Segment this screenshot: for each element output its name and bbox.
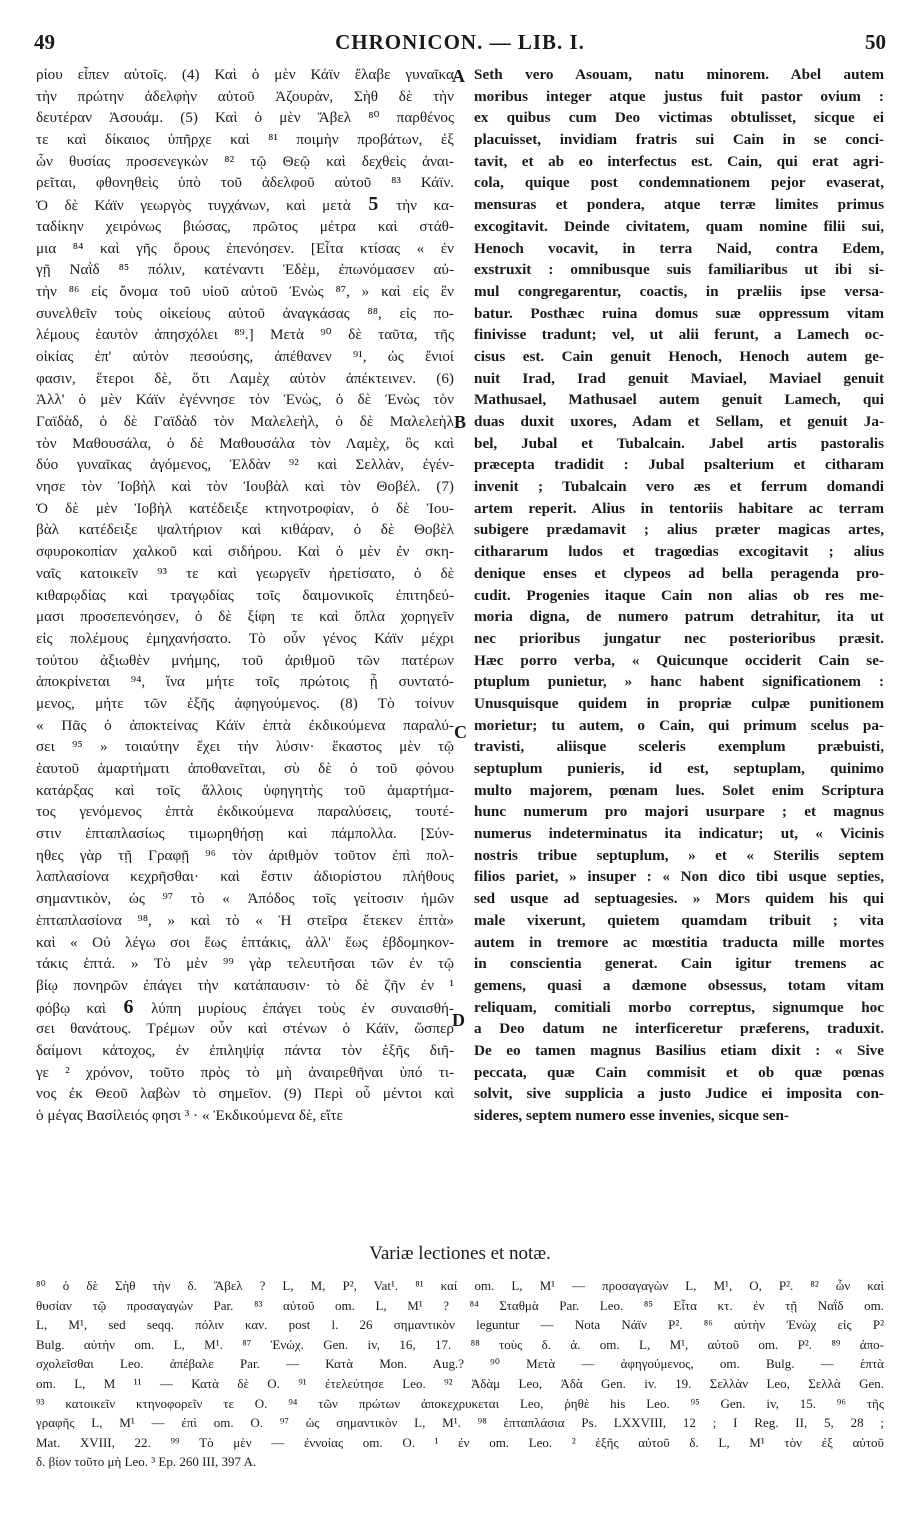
latin-text-line: gemens, quasi a dæmone obsessus, totam vitam: [474, 976, 884, 994]
note-line: ⁹³ κατοικεῖν κτηνοφορεῖν τε O. ⁹⁴ τῶν πρώτων ἀποκεχρυκεται Leo, ῥηθὲ his Leo. ⁹⁵ Gen. iv, 15. ⁹⁶ τῆς: [36, 1395, 884, 1411]
latin-text-line: morietur; tu autem, o Cain, qui primum scelus pa-: [474, 716, 884, 734]
latin-text-line: filios pariet, » insuper : « Non dico tibi usque septies,: [474, 868, 884, 886]
greek-text-line: τὴν πρώτην ἀδελφὴν αὐτοῦ Ἀζουρὰν, Σὴθ δὲ τὴν: [36, 87, 454, 105]
greek-text-line: εἰς πολέμους ἐμηχανήσατο. Τὸ οὖν γένος Κάϊν μέχρι: [36, 629, 454, 647]
latin-text-line: excogitavit. Deinde civitatem, quam nomine filii sui,: [474, 217, 884, 235]
greek-text-line: δύο γυναῖκας ἀγόμενος, Ἐλδὰν ⁹² καὶ Σελλὰν, ἐγέν-: [36, 456, 454, 474]
greek-text-line: ὁ μέγας Βασίλειός φησι ³ · « Ἐκδικούμενα δὲ, εἴτε: [36, 1107, 343, 1124]
greek-text-line: βὰλ κατέδειξε ψαλτήριον καὶ κιθάραν, ὁ δὲ Θοβὲλ: [36, 521, 454, 539]
greek-text-line: σει ⁹⁵ » τοιαύτην ἔχει τὴν λύσιν· ἕκαστος μὲν τῷ: [36, 738, 454, 756]
greek-text-line: Ὁ δὲ Κάϊν γεωργὸς τυγχάνων, καὶ μετὰ 5 τὴν κα-: [36, 194, 454, 216]
greek-text-line: ταδίκην χειρόνως βιώσας, πρῶτος μέτρα καὶ στάθ-: [36, 217, 454, 235]
note-line: L, M¹, sed seqq. πόλιν καν. post l. 26 σημαντικὸν leguntur — Nota Νάϊν P². ⁸⁶ αὐτὴν Ἐνὼχ εἰς P²: [36, 1317, 884, 1333]
latin-text-line: numerus indeterminatus ita indicatur; ut, « Vicinis: [474, 825, 884, 843]
greek-text-line: μενος, μήτε τῶν ἑξῆς ἀφηγούμενος. (8) Τὸ τοίνυν: [36, 694, 454, 712]
latin-text-line: septuplum punieris, id est, septuplam, quinimo: [474, 760, 884, 777]
latin-text-line: in conscientia generat. Cain igitur tremens ac: [474, 955, 884, 973]
latin-text-line: moria digna, de numero patrum detrahitur, ita ut: [474, 608, 884, 626]
greek-text-line: τὸν Μαθουσάλα, ὁ δὲ Μαθουσάλα τὸν Λαμὲχ, ὃς καὶ: [36, 434, 454, 452]
note-line: ⁸⁰ ὁ δὲ Σὴθ τὴν δ. Ἄβελ ? L, M, P², Vat¹. ⁸¹ καί om. L, M¹ — προσαγαγὼν L, M¹, O, P². ⁸² ὧν καὶ: [36, 1278, 884, 1293]
latin-text-column: [474, 64, 884, 1127]
greek-text-line: Ἀλλ' ὁ μὲν Κάϊν ἐγέννησε τὸν Ἐνὼς, ὁ δὲ Ἐνὼς τὸν: [36, 391, 454, 409]
latin-text-line: moribus integer atque justus fuit pastor ovium :: [474, 87, 884, 105]
greek-text-line: τούτου ἀξιωθὲν μνήμης, τοῦ ἀριθμοῦ τῶν πατέρων: [36, 651, 454, 669]
note-line: om. L, M ¹¹ — Κατὰ δὲ O. ⁹¹ ἐτελεύτησε Leo. ⁹² Ἀδὰμ Leo, Ἀδὰ Gen. iv. 19. Σελλὰν Leo, Σελλὰ Gen.: [36, 1375, 884, 1391]
latin-text-line: solvit, sive supplicia a justo Judice ei imposita con-: [474, 1085, 884, 1103]
greek-text-line: ἑπταπλασίονα ⁹⁸, » καὶ τὸ « Ἡ στεῖρα ἔτεκεν ἑπτὰ»: [36, 911, 454, 929]
latin-text-line: nuit Irad, Irad genuit Maviael, Maviael genuit: [474, 369, 884, 387]
latin-text-line: sideres, septem numero esse invenies, sicque sen-: [474, 1107, 789, 1124]
latin-text-line: cudit. Progenies itaque Cain non alias ob res me-: [474, 586, 884, 604]
greek-text-line: καὶ « Οὐ λέγω σοι ἕως ἑπτάκις, ἀλλ' ἕως ἑβδομηκον-: [36, 933, 454, 951]
note-line: γραφῆς L, M¹ — ἐπὶ om. O. ⁹⁷ ὡς σημαντικὸν L, M¹. ⁹⁸ ἑπταπλάσια Ps. LXXVIII, 12 ; I Reg. II, 5, 28 ;: [36, 1415, 884, 1431]
note-line: Bulg. αὐτὴν om. L, M¹. ⁸⁷ Ἐνώχ. Gen. iv, 16, 17. ⁸⁸ τοὺς δ. ἀ. om. L, M¹, αὐτοῦ om. P². ⁸⁹ ἀπο-: [36, 1336, 884, 1352]
greek-text-line: κατάρξας καὶ τοῖς ἄλλοις ὑφηγητὴς τοῦ ἁμαρτήμα-: [36, 781, 454, 799]
running-header: [34, 30, 886, 56]
greek-text-line: νος ἐκ Θεοῦ λαβὼν τὸ σημεῖον. (9) Περὶ οὗ μέντοι καὶ: [36, 1085, 454, 1103]
latin-text-line: hunc numerum pro majori usurpare ; et magnus: [474, 803, 884, 821]
greek-text-fragment: λύπη μυρίους ἐπάγει τοὺς ἐν συναισθή-: [151, 999, 454, 1017]
latin-text-line: nostris tribue septuplum, » et « Sterilis septem: [474, 846, 884, 864]
greek-text-line: λαπλασίονα κεχρῆσθαι· καὶ ἔστιν ἀδιορίστου πλήθους: [36, 868, 454, 886]
latin-text-line: finivisse tradunt; vel, ut alii ferunt, a Lamech oc-: [474, 326, 884, 344]
margin-marker-a: A: [452, 66, 465, 86]
latin-text-line: placuisset, invidiam fratris sui Cain in se conci-: [474, 131, 884, 149]
greek-text-line: γῇ Ναῒδ ⁸⁵ πόλιν, κατέναντι Ἐδὲμ, ἐπωνόμασεν αὐ-: [36, 261, 454, 279]
latin-text-line: præcepta tradidit : Jubal psalterium et citharam: [474, 456, 884, 474]
note-line: Mat. XVIII, 22. ⁹⁹ Τὸ μὲν — ἐννοίας om. O. ¹ ἐν om. Leo. ² ἑξῆς αὐτοῦ δ. L, M¹ τὸν ἐξ αὐτοῦ: [36, 1434, 884, 1450]
greek-text-line: ναῖς κατοικεῖν ⁹³ τε καὶ γεωργεῖν ἠρετίσατο, ὁ δὲ: [36, 564, 454, 582]
greek-text-line: ὧν θυσίας προσενεγκὼν ⁸² τῷ Θεῷ καὶ δεχθεὶς ἀναι-: [36, 152, 454, 170]
latin-text-line: cisus est. Cain genuit Henoch, Henoch autem ge-: [474, 347, 884, 365]
greek-text-line: σημαντικὸν, ὡς ⁹⁷ τὸ « Ἀπόδος τοῖς γείτοσιν ἡμῶν: [36, 890, 454, 908]
greek-text-line: νησε τὸν Ἰοβὴλ καὶ τὸν Ἰουβὰλ καὶ τὸν Θοβέλ. (7): [36, 478, 454, 496]
latin-text-line: mul congregarentur, coactis, in præliis ipse versa-: [474, 282, 884, 300]
latin-text-line: Seth vero Asouam, natu minorem. Abel autem: [474, 66, 884, 83]
greek-text-line: σφυροκοπίαν χαλκοῦ καὶ σιδήρου. Καὶ ὁ μὲν ἐν σκη-: [36, 543, 454, 561]
greek-text-line: Ὁ δὲ μὲν Ἰοβὴλ κατέδειξε κτηνοτροφίαν, ὁ δὲ Ἰου-: [36, 499, 454, 517]
greek-text-line: οἰκίας ἐπ' αὐτὸν πεσούσης, ἀπέθανεν ⁹¹, ὡς ἔνιοί: [36, 347, 454, 365]
latin-text-line: artem reperit. Alius in tentoriis habitare ac terram: [474, 499, 884, 517]
greek-text-line: ἀποκρίνεται ⁹⁴, ἵνα μήτε τοῖς πρώτοις ᾖ συντατό-: [36, 673, 454, 691]
section-number: 5: [350, 194, 397, 216]
latin-text-line: Mathusael, Mathusael autem genuit Lamech, qui: [474, 391, 884, 409]
margin-marker-b: B: [454, 412, 467, 432]
greek-text-line: βίῳ πονηρῶν ἐπάγει τὴν κατάπαυσιν· τὸ δὲ ζῆν ἐν ¹: [36, 976, 454, 994]
note-line: σχολεῖσθαι Leo. ἀπέβαλε Par. — Κατὰ Mon. Aug.? ⁹⁰ Μετὰ — ἀφηγούμενος, om. Bulg. — ἑπτὰ: [36, 1356, 884, 1372]
greek-text-line: σει θανάτους. Τρέμων οὖν καὶ στένων ὁ Κάϊν, ὥσπερ: [36, 1020, 454, 1038]
greek-text-line: Γαϊδὰδ, ὁ δὲ Γαϊδὰδ τὸν Μαλελεὴλ, ὁ δὲ Μαλελεὴλ: [36, 413, 454, 430]
greek-text-line: συνελθεῖν τοὺς οἰκείους αὐτοῦ ἀναγκάσας ⁸⁸, εἰς πο-: [36, 304, 454, 322]
latin-text-line: subigere prædamavit ; alius præter magicas artes,: [474, 521, 884, 539]
greek-text-line: τάκις ἑπτά. » Τὸ μὲν ⁹⁹ γὰρ τελευτῆσαι τῶν ἐν τῷ: [36, 955, 454, 973]
latin-text-line: denique enses et clypeos ad bella peragenda pro-: [474, 564, 884, 582]
greek-text-line: γε ² χρόνον, τοῦτο πρὸς τὸ μὴ ἀναιρεθῆναι ὑπό τι-: [36, 1063, 454, 1081]
greek-text-line: τος γενόμενος ἑπτὰ ἐκδικούμενα παραλύσεις, τουτέ-: [36, 803, 454, 821]
page-number-right: 50: [865, 30, 886, 54]
note-line: δ. βίον τοῦτο μὴ Leo. ³ Ep. 260 III, 397 A.: [36, 1454, 257, 1470]
greek-text-line: ρίου εἶπεν αὐτοῖς. (4) Καὶ ὁ μὲν Κάϊν ἔλαβε γυναῖκα: [36, 66, 454, 83]
latin-text-line: mensuras et pondera, atque terræ limites primus: [474, 196, 884, 214]
latin-text-line: multo majorem, pœnam lues. Solet enim Scriptura: [474, 781, 884, 799]
note-line: θυσίαν τῷ προσαγαγὼν Par. ⁸³ αὐτοῦ om. L, M¹ ? ⁸⁴ Σταθμὰ Par. Leo. ⁸⁵ Εἶτα κτ. ἐν τῇ Ναῒδ om.: [36, 1297, 884, 1313]
greek-text-fragment: τὴν κα-: [396, 197, 454, 215]
greek-text-line: φόβῳ καὶ 6 λύπη μυρίους ἐπάγει τοὺς ἐν συναισθή-: [36, 996, 454, 1018]
latin-text-line: bel, Jubal et Tubalcain. Jabel artis pastoralis: [474, 434, 884, 452]
greek-text-line: φασιν, ἕτεροι δὲ, ὅτι Λαμὲχ αὐτὸν ἀπέκτεινεν. (6): [36, 369, 454, 387]
latin-text-line: batur. Posthæc ruina domus suæ oppressum vitam: [474, 304, 884, 322]
section-number: 6: [106, 996, 152, 1018]
latin-text-line: reliquam, comitiali morbo correptus, signumque hoc: [474, 998, 884, 1016]
latin-text-line: peccata, quæ Cain commisit et ob quæ pœnas: [474, 1063, 884, 1081]
greek-text-line: μια ⁸⁴ καὶ γῆς ὅρους ἐπενόησεν. [Εἶτα κτίσας « ἐν: [36, 239, 454, 257]
margin-marker-c: C: [454, 722, 467, 742]
latin-text-line: Unusquisque quidem in propriæ culpæ punitionem: [474, 694, 884, 712]
latin-text-line: De eo tamen magnus Basilius etiam dixit : « Sive: [474, 1041, 884, 1059]
greek-text-line: ρεῖται, φθονηθεὶς ὑπὸ τοῦ ἀδελφοῦ αὐτοῦ ⁸³ Κάϊν.: [36, 174, 454, 192]
latin-text-line: cithararum ludos et tragœdias excogitavit ; alius: [474, 543, 884, 561]
latin-text-line: ptuplum punietur, » hanc habent significationem :: [474, 673, 884, 691]
greek-text-line: δευτέραν Ἀσουάμ. (5) Καὶ ὁ μὲν Ἄβελ ⁸⁰ παρθένος: [36, 109, 454, 127]
greek-text-line: ηθες γὰρ τῇ Γραφῇ ⁹⁶ τὸν ἀριθμὸν τοῦτον ἐπὶ πολ-: [36, 846, 454, 864]
latin-text-line: duas duxit uxores, Adam et Sellam, et genuit Ja-: [474, 413, 884, 430]
latin-text-line: cola, quique post condemnationem pejor evaserat,: [474, 174, 884, 192]
latin-text-line: Hæc porro verba, « Quicunque occiderit Cain se-: [474, 651, 884, 669]
latin-text-line: male vixerunt, quietem quamdam tribuit ; vita: [474, 911, 884, 929]
latin-text-line: travisti, aliisque sceleris exemplum præbuisti,: [474, 738, 884, 756]
margin-marker-d: D: [452, 1010, 465, 1030]
greek-text-line: τε καὶ δίκαιος ὑπῆρχε καὶ ⁸¹ ποιμὴν προβάτων, ἐξ: [36, 131, 454, 149]
latin-text-line: invenit ; Tubalcain vero æs et ferrum domandi: [474, 478, 884, 496]
greek-text-line: τὴν ⁸⁶ εἰς ὄνομα τοῦ υἱοῦ αὐτοῦ Ἐνὼς ⁸⁷, » καὶ εἰς ἓν: [36, 282, 454, 300]
greek-text-line: ἑαυτοῦ ἁμαρτήματι ἀποθανεῖται, σὺ δὲ ὁ τοῦ φόνου: [36, 760, 454, 777]
page-number-left: 49: [34, 30, 55, 54]
greek-text-line: « Πᾶς ὁ ἀποκτείνας Κάϊν ἑπτὰ ἐκδικούμενα παραλύ-: [36, 716, 454, 734]
latin-text-line: exstruxit : omnibusque suis familiaribus ut ibi si-: [474, 261, 884, 279]
latin-text-line: nec prioribus jungatur nec posterioribus præsit.: [474, 629, 884, 647]
variant-readings-notes: [36, 1276, 884, 1472]
greek-text-line: μασι προσεπενόησεν, ὁ δὲ ξίφη τε καὶ ὅπλα χορηγεῖν: [36, 608, 454, 626]
latin-text-line: Henoch vocavit, in terra Naid, contra Edem,: [474, 239, 884, 257]
running-title: CHRONICON. — LIB. I.: [335, 30, 585, 54]
notes-heading: Variæ lectiones et notæ.: [369, 1243, 551, 1264]
greek-text-column: [36, 64, 454, 1127]
latin-text-line: a Deo datum ne interficeretur præferens, traduxit.: [474, 1020, 884, 1038]
latin-text-line: tavit, et ab eo interfectus est. Cain, qui erat agri-: [474, 152, 884, 170]
greek-text-line: στιν ἑπταπλασίως τιμωρηθήσῃ καὶ πάμπολλα. [Σύν-: [36, 825, 454, 843]
latin-text-line: sed usque ad septuagesies. » Mors quidem his qui: [474, 890, 884, 908]
greek-text-line: δαίμονι κάτοχος, ἐν ἐπιληψίᾳ πάντα τὸν ἑξῆς διῆ-: [36, 1041, 454, 1059]
greek-text-line: κιθαρῳδίας καὶ τραγῳδίας τοῖς δαιμονικοῖς ἐπιτηδεύ-: [36, 586, 454, 604]
greek-text-line: λέμους ἑαυτὸν ἀπησχόλει ⁸⁹.] Μετὰ ⁹⁰ δὲ ταῦτα, τῆς: [36, 326, 454, 344]
latin-text-line: autem in tremore ac mœstitia traducta mille mortes: [474, 933, 884, 951]
latin-text-line: ex quibus cum Deo victimas obtulisset, sicque ei: [474, 109, 884, 127]
